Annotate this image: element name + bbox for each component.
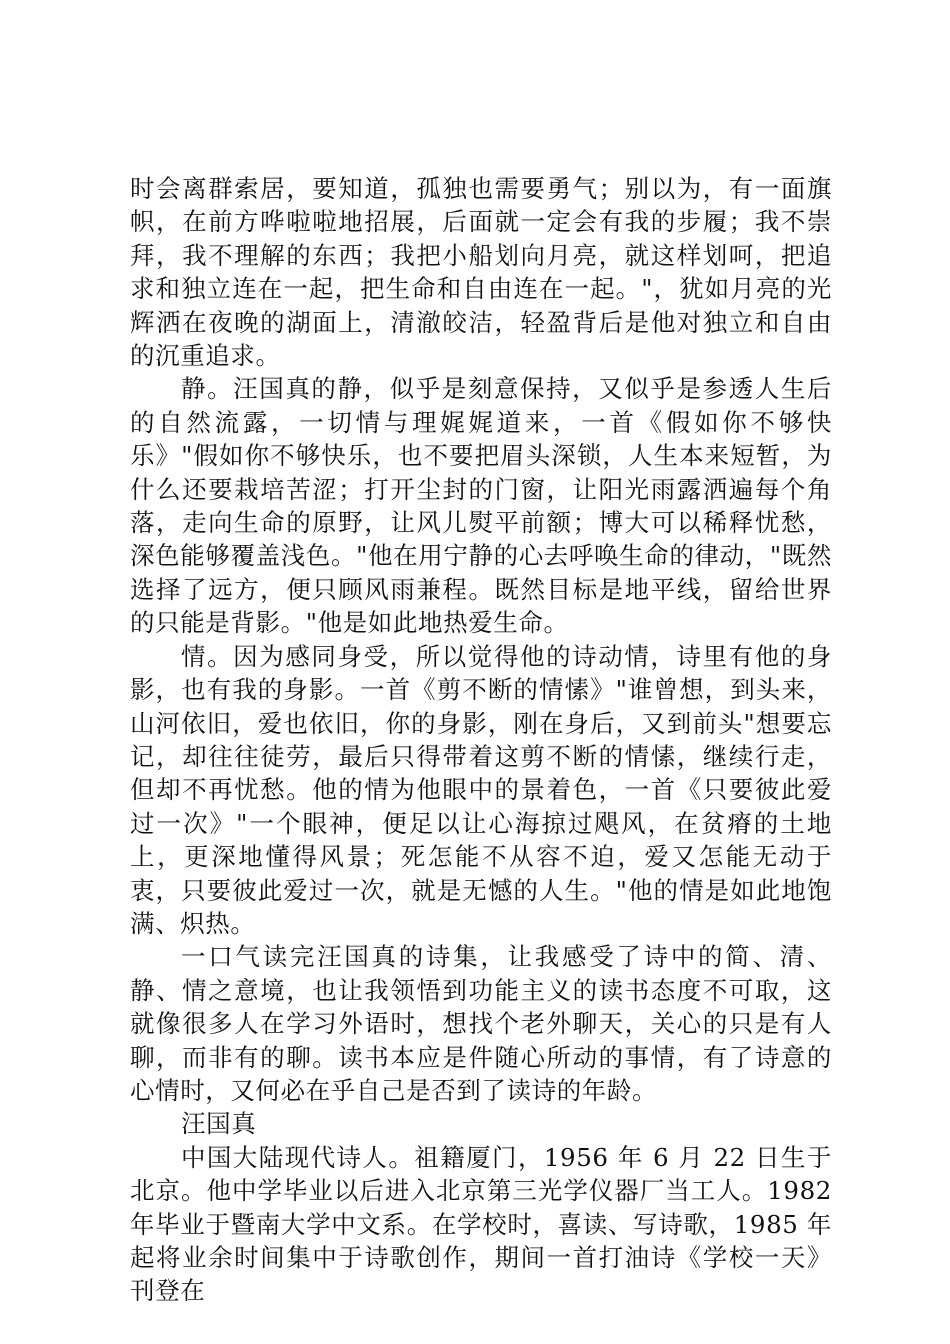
document-body (130, 172, 832, 1308)
paragraph-conclusion: 一口气读完汪国真的诗集，让我感受了诗中的简、清、静、情之意境，也让我领悟到功能主义的读书态度不可取，这就像很多人在学习外语时，想找个老外聊天，关心的只是有人聊，而非有的聊。读书本应是件随心所动的事情，有了诗意的心情时，又何必在乎自己是否到了读诗的年龄。 (130, 942, 832, 1105)
paragraph-biography: 中国大陆现代诗人。祖籍厦门，1956 年 6 月 22 日生于北京。他中学毕业以后进入北京第三光学仪器厂当工人。1982 年毕业于暨南大学中文系。在学校时，喜读、写诗歌，1985 年起将业余时间集中于诗歌创作，期间一首打油诗《学校一天》刊登在 (130, 1142, 832, 1306)
paragraph-jing: 静。汪国真的静，似乎是刻意保持，又似乎是参透人生后的自然流露，一切情与理娓娓道来，一首《假如你不够快乐》"假如你不够快乐，也不要把眉头深锁，人生本来短暂，为什么还要栽培苦涩；打开尘封的门窗，让阳光雨露洒遍每个角落，走向生命的原野，让风儿熨平前额；博大可以稀释忧愁，深色能够覆盖浅色。"他在用宁静的心去呼唤生命的律动，"既然选择了远方，便只顾风雨兼程。既然目标是地平线，留给世界的只能是背影。"他是如此地热爱生命。 (130, 374, 832, 638)
paragraph-qing: 情。因为感同身受，所以觉得他的诗动情，诗里有他的身影，也有我的身影。一首《剪不断的情愫》"谁曾想，到头来，山河依旧，爱也依旧，你的身影，刚在身后，又到前头"想要忘记，却往往徒劳，最后只得带着这剪不断的情愫，继续行走，但却不再忧愁。他的情为他眼中的景着色，一首《只要彼此爱过一次》"一个眼神，便足以让心海掠过飓风，在贫瘠的土地上，更深地懂得风景；死怎能不从容不迫，爱又怎能无动于衷，只要彼此爱过一次，就是无憾的人生。"他的情是如此地饱满、炽热。 (130, 641, 832, 938)
section-heading-wang-guozhen: 汪国真 (181, 1109, 257, 1139)
paragraph-continuation: 时会离群索居，要知道，孤独也需要勇气；别以为，有一面旗帜，在前方哗啦啦地招展，后面就一定会有我的步履；我不崇拜，我不理解的东西；我把小船划向月亮，就这样划呵，把追求和独立连在一起，把生命和自由连在一起。"，犹如月亮的光辉洒在夜晚的湖面上，清澈皎洁，轻盈背后是他对独立和自由的沉重追求。 (130, 174, 832, 371)
